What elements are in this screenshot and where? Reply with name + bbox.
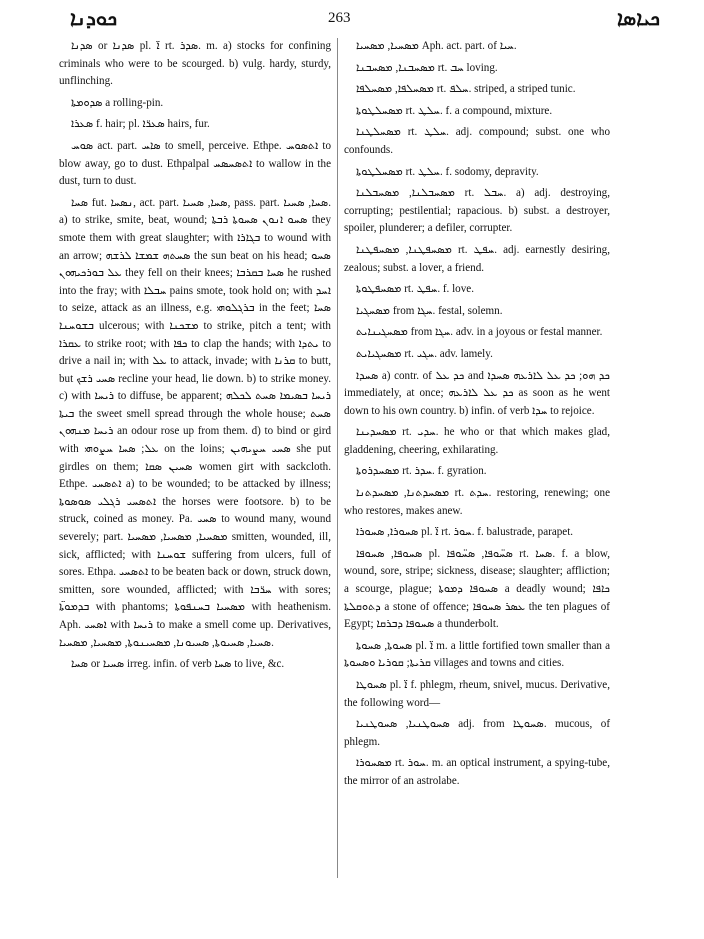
dictionary-entry: ܡܣܚܠܛܢܐ rt. ܚܠܛ. adj. compound; subst. one who confounds. [344, 126, 610, 156]
right-column [344, 38, 610, 795]
dictionary-entry: ܡܣܚܓܝܢܐܝܬ from ܚܓܐ. adv. in a joyous or festal manner. [356, 326, 603, 339]
dictionary-entry: ܡܣܚܕܬܢܐ, ܡܣܚܕܬܢܐ rt. ܚܕܬ. restoring, renewing; one who restores, makes anew. [344, 487, 610, 517]
dictionary-entry: ܡܣܚܕܪܘܬܐ rt. ܚܕܪ. f. gyration. [356, 465, 487, 478]
dictionary-entry: ܡܣܚܓܝܐܝܬ rt. ܚܓܝ. adv. lamely. [356, 347, 493, 360]
dictionary-entry: ܡܣܚܠܦܐ, ܡܣܚܠܦܐ rt. ܚܠܦ. striped, a striped tunic. [356, 83, 576, 96]
left-column [59, 38, 331, 678]
dictionary-entry: ܣܥܪܐ f. hair; pl. ܣܥܪ̈ܐ hairs, fur. [71, 118, 210, 131]
dictionary-entry: ܣܚܘܬܐ, ܣܚܘܬܐ pl. ܐ̈ m. a little fortified town smaller than a ܩܪܝܬܐ; ܩܘܪܝܐ ܘܣܚܘܬܐ villages and towns and cities. [344, 639, 610, 670]
dictionary-entry: ܡܣܚܝܐ, ܡܣܚܝܐ Aph. act. part. of ܚܝܐ. [356, 40, 517, 52]
dictionary-entry: ܣܚܐ or ܣܚܝܐ irreg. infin. of verb ܣܚܐ to live, &c. [71, 658, 285, 671]
dictionary-entry: ܣܚܕܐ a) contr. of ܟܕ ܥܠ and ܟܕ ܗܘ; ܟܕ ܥܠ ܠܐܪܥܗ ܣܚܕܐ immediately, at once; ܟܕ ܥܠ ܠܐܪܥܗ as soon as he went down to his own country. b) infin. of verb ܚܕܐ to rejoice. [344, 369, 611, 417]
dictionary-entry: ܡܣܚܒܠܢܐ, ܡܣܚܒܠܢܐ rt. ܚܒܠ. a) adj. destroying, corrupting; pestilential; rapacious. b) subst. a destroyer, spoiler, plunderer; a defiler, corrupter. [344, 187, 610, 235]
dictionary-entry: ܡܣܚܕܝܢܐ rt. ܚܕܝ. he who or that which makes glad, gladdening, cheering, exhilarating. [344, 426, 610, 456]
dictionary-entry: ܣܚܘܛܢܝܐ, ܣܚܘܛܢܝܐ adj. from ܣܚܘܛܐ. mucous, of phlegm. [344, 718, 611, 748]
dictionary-entry: ܣܚܘܪܐ, ܣܚܘܪܐ pl. ܐ̈ rt. ܚܘܪ. f. balustrade, parapet. [356, 526, 574, 539]
dictionary-entry: ܣܕܘܡܬܐ a rolling-pin. [71, 96, 164, 109]
page-number: 263 [328, 10, 351, 26]
dictionary-entry: ܣܚܘܛܐ pl. ܐ̈ f. phlegm, rheum, snivel, mucus. Derivative, the following word— [344, 679, 611, 709]
dictionary-entry: ܣܘܚ act. part. ܣܐܚ to smell, perceive. Ethpe. ܐܬܣܘܚ to blow away, go to dust. Ethpalpal ܐܬܣܚܣܚ to wallow in the dust, turn to dust. [59, 139, 332, 188]
dictionary-entry: ܡܣܚܠܛܘܬܐ rt. ܚܠܛ. f. a compound, mixture. [356, 104, 553, 117]
column-divider [337, 38, 338, 878]
dictionary-entry: ܡܣܚܒܢܐ, ܡܣܚܒܢܐ rt. ܚܒ loving. [356, 61, 498, 74]
dictionary-entry: ܣܚܘܦܐ, ܣܚܘܦܐ pl. ܣܚ̈ܘܦܐ, ܣܚ̈ܘܦܐ rt. ܣܚܐ. f. a blow, wound, sore, stripe; sickness, disease; slaughter; affliction; a scourge, plague; ܣܚܘܦܐ ܕܡܘܬܐ a deadly wound; ܟܐܦܐ ܕܬܘܩܠܬܐ a stone of offence; ܥܣܪ ܣܚܘܦܐ the ten plagues of Egypt; ܣܚܘܦܐ ܕܒܪܩܐ a thunderbolt. [344, 547, 610, 631]
header-right-word: ܟܝܐܣܐ [617, 8, 660, 30]
dictionary-entry: ܣܚܐ fut. ܢܣܚܐ, act. part. ܣܚܐ, ܣܚܝܐ, pass. part. ܣܚܐ, ܣܚܝܐ. a) to strike, smite, beat, wound; ܣܚܘ ܐܢܘܢ ܣܚܘܬܐ ܪܒܬܐ they smote them with great slaughter; with ܒܓܐܪܐ to wound with an arrow; ܣܚܬܗ ܫܡܫܐ ܠܪܫܗ the sun beat on his head; ܣܚܘ ܥܠ ܒܘܪܟܝܗܘܢ they fell on their knees; ܣܚܐ ܒܩܪܒܐ he rushed into the fray; with ܚܒܠܐ pains smote, took hold on; with ܐܚܕ to seize, attack as an illness, e.g. ܒܪܓܠܘܗܝ in the feet; ܣܚܐ ܒܫܘܚܢܐ ulcerous; with ܡܫܟܢܐ to strike, pitch a tent; with ܥܩܪܐ to strike root; with ܟܦܐ to clap the hands; with ܝܬܕܐ to drive a nail in; with ܥܠ to attack, invade; with ܩܪܢܐ to butt, but ܣܚܝ ܪܫܟ recline your head, lie down. b) to strike money. c) with ܪܝܚܐ to diffuse, be apparent; ܪܝܚܐ ܒܣܝܡܐ ܣܚܬ ܠܟܠܗ ܒܝܬܐ the sweet smell spread through the whole house; ܣܚܬ ܪܝܚܐ ܡܢܗܘܢ an odour rose up from them. d) to bind or gird with ܥܠ; ܣܚܐ ܚܨܘܗܝ on the loins; ܣܚܝ ܚܨܝܗܝܢ she put girdles on them; ܣܚܝܢ ܣܩܐ women girt with sackcloth. Ethpe. ܐܬܣܚܝ a) to be wounded; to be attacked by illness; ܐܬܣܚܝ ܪܓܠܝ ܣܘܣܘܬܐ the horses were footsore. b) to be struck, coined as money. Pa. ܣܚܝ to wound many, wound severely; part. ܡܣܚܝܐ, ܡܣܚܝܐ, ܡܣܚܝܐ smitten, wounded, ill, sick, afflicted; with ܫܘܚܢܐ suffering from ulcers, full of sores. Ethpa. ܐܬܣܚܝ to be beaten back or down, struck down, smitten, sore wounded, afflicted; with ܚܪ̈ܒܐ with sores; ܒܕܡܘܬ̈ܐ with phantoms; ܡܣܚܝܐ ܒܚܢܦܘܬܐ with heathenism. Aph. ܐܣܚܝ with ܪܝܚܐ to make a smell come up. Derivatives, ܣܚܝܐ, ܣܚܝܘܬܐ, ܣܚܝܘܢܐ, ܡܣܚܝܢܘܬܐ, ܡܣܚܝܐ, ܡܣܚܝܐ. [59, 196, 332, 649]
dictionary-entry: ܡܣܚܓܝܐ from ܚܓܐ. festal, solemn. [356, 304, 503, 317]
page-header [60, 8, 660, 34]
dictionary-entry: ܡܣܚܠܛܘܬܐ rt. ܚܠܛ. f. sodomy, depravity. [356, 165, 539, 178]
dictionary-entry: ܡܣܚܦܛܢܐ, ܡܣܚܦܛܢܐ rt. ܚܦܛ. adj. earnestly desiring, zealous; subst. a lover, a friend. [344, 243, 610, 274]
dictionary-entry: ܡܣܚܦܛܘܬܐ rt. ܚܦܛ. f. love. [356, 283, 474, 296]
dictionary-entry: ܡܣܚܘܪܐ rt. ܚܘܪ. m. an optical instrument, a spying-tube, the mirror of an astrolabe. [344, 757, 610, 787]
dictionary-entry: ܣܕܢܐ or ܣܕܢܐ pl. ܐ̈ rt. ܣܕܪ. m. a) stocks for confining criminals who were to be scourged. b) vulg. hardy, sturdy, unflinching. [59, 40, 331, 88]
header-left-word: ܟܘܕܢܐ [70, 8, 118, 30]
